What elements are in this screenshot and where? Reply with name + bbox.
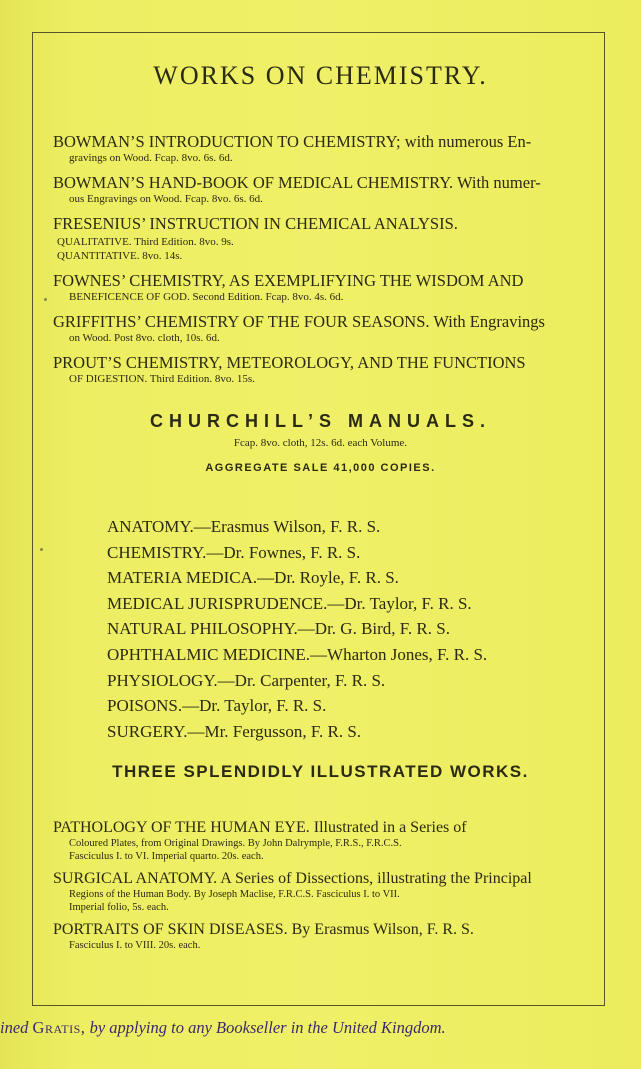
illustrated-works-heading: THREE SPLENDIDLY ILLUSTRATED WORKS.	[112, 762, 529, 781]
manuals-heading: CHURCHILL’S MANUALS.	[150, 411, 491, 431]
list-item	[53, 869, 593, 914]
footer-gratis: Gratis,	[32, 1018, 86, 1037]
list-item: OPHTHALMIC MEDICINE.—Wharton Jones, F. R. S.	[107, 644, 488, 664]
entry-details: Fasciculus I. to VIII. 20s. each.	[69, 940, 201, 951]
entry-details: Fasciculus I. to VI. Imperial quarto. 20s. each.	[69, 851, 264, 862]
manuals-list	[107, 514, 587, 744]
list-item: POISONS.—Dr. Taylor, F. R. S.	[107, 696, 327, 716]
entry-heading: FOWNES’ CHEMISTRY, AS EXEMPLIFYING THE WISDOM AND	[53, 271, 524, 290]
entry-details: ous Engravings on Wood. Fcap. 8vo. 6s. 6d.	[69, 193, 263, 205]
speck	[44, 298, 47, 301]
list-item	[53, 312, 591, 345]
entry-heading: SURGICAL ANATOMY. A Series of Dissections, illustrating the Principal	[53, 870, 532, 887]
entry-heading: PATHOLOGY OF THE HUMAN EYE. Illustrated in a Series of	[53, 819, 467, 836]
entry-details: QUANTITATIVE. 8vo. 14s.	[57, 250, 183, 262]
list-item	[53, 818, 593, 863]
entry-details: QUALITATIVE. Third Edition. 8vo. 9s.	[57, 236, 234, 248]
entry-heading: PROUT’S CHEMISTRY, METEOROLOGY, AND THE FUNCTIONS	[53, 353, 526, 372]
list-item	[53, 173, 591, 206]
footer-lead: ined	[0, 1018, 29, 1037]
manuals-price: Fcap. 8vo. cloth, 12s. 6d. each Volume.	[233, 437, 408, 449]
aggregate-sales: AGGREGATE SALE 41,000 COPIES.	[205, 462, 436, 474]
list-item: ANATOMY.—Erasmus Wilson, F. R. S.	[107, 517, 381, 536]
entry-details: Coloured Plates, from Original Drawings. By John Dalrymple, F.R.S., F.R.C.S.	[69, 838, 402, 849]
entry-details: OF DIGESTION. Third Edition. 8vo. 15s.	[69, 373, 255, 385]
list-item: NATURAL PHILOSOPHY.—Dr. G. Bird, F. R. S.	[107, 619, 450, 639]
footer-text: by applying to any Bookseller in the United Kingdom.	[89, 1018, 446, 1037]
list-item	[53, 271, 591, 304]
entry-heading: BOWMAN’S INTRODUCTION TO CHEMISTRY; with numerous En-	[53, 132, 532, 151]
list-item	[53, 353, 591, 386]
list-item	[53, 132, 591, 165]
entry-details: on Wood. Post 8vo. cloth, 10s. 6d.	[69, 332, 220, 344]
entry-heading: BOWMAN’S HAND-BOOK OF MEDICAL CHEMISTRY. With numer-	[53, 173, 541, 192]
chemistry-works-list	[53, 132, 591, 386]
list-item: PHYSIOLOGY.—Dr. Carpenter, F. R. S.	[107, 670, 386, 690]
list-item: MEDICAL JURISPRUDENCE.—Dr. Taylor, F. R. S.	[107, 593, 472, 613]
list-item: CHEMISTRY.—Dr. Fownes, F. R. S.	[107, 542, 361, 562]
speck	[40, 548, 43, 551]
illustrated-works-list	[53, 818, 593, 952]
entry-details: gravings on Wood. Fcap. 8vo. 6s. 6d.	[69, 152, 233, 164]
entry-details: Regions of the Human Body. By Joseph Maclise, F.R.C.S. Fasciculus I. to VII.	[69, 889, 400, 900]
list-item: SURGERY.—Mr. Fergusson, F. R. S.	[107, 721, 362, 741]
entry-details: BENEFICENCE OF GOD. Second Edition. Fcap. 8vo. 4s. 6d.	[69, 291, 344, 303]
entry-heading: GRIFFITHS’ CHEMISTRY OF THE FOUR SEASONS. With Engravings	[53, 312, 545, 331]
entry-heading: PORTRAITS OF SKIN DISEASES. By Erasmus Wilson, F. R. S.	[53, 921, 474, 938]
footer-note	[0, 1018, 641, 1038]
list-item	[53, 920, 593, 952]
entry-details: Imperial folio, 5s. each.	[69, 902, 169, 913]
entry-heading: FRESENIUS’ INSTRUCTION IN CHEMICAL ANALYSIS.	[53, 214, 458, 233]
list-item	[53, 214, 591, 263]
list-item: MATERIA MEDICA.—Dr. Royle, F. R. S.	[107, 568, 399, 588]
page-title: WORKS ON CHEMISTRY.	[153, 61, 488, 90]
